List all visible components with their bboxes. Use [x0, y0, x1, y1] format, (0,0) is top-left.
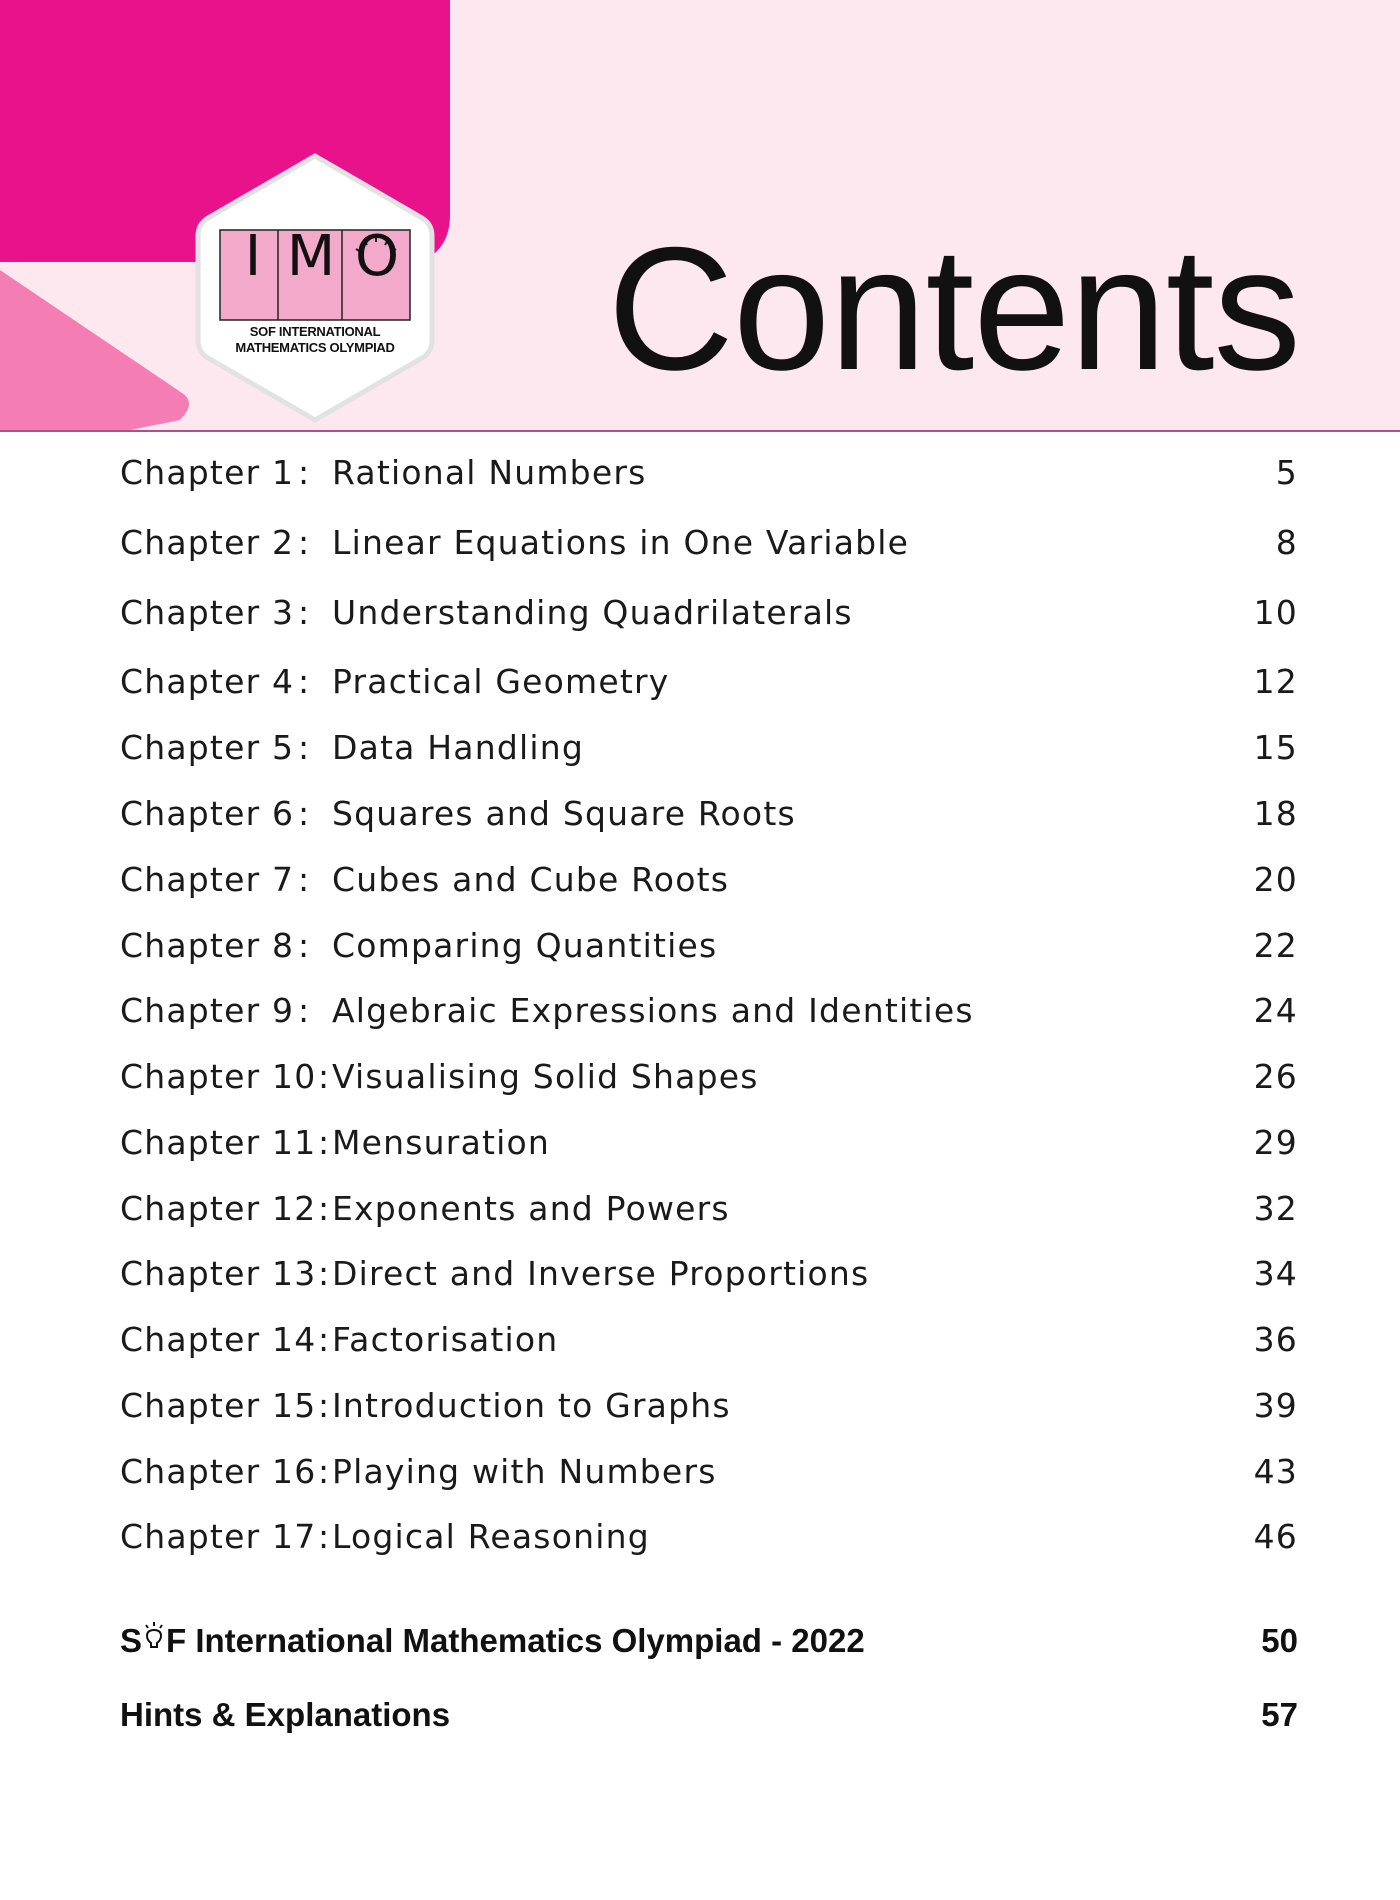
- chapter-page-number: 46: [1253, 1517, 1298, 1556]
- chapter-row[interactable]: [120, 1307, 1298, 1373]
- chapter-label: Chapter 17: [120, 1517, 317, 1556]
- chapter-row[interactable]: [120, 847, 1298, 913]
- chapter-separator: :: [318, 1452, 331, 1491]
- chapter-title: Introduction to Graphs: [332, 1386, 731, 1425]
- chapter-row[interactable]: [120, 440, 1298, 506]
- chapter-title: Playing with Numbers: [332, 1452, 717, 1491]
- chapter-label: Chapter 7: [120, 860, 295, 899]
- chapter-row[interactable]: [120, 781, 1298, 847]
- chapter-label: Chapter 16: [120, 1452, 317, 1491]
- chapter-separator: :: [318, 1386, 331, 1425]
- chapter-separator: :: [318, 1320, 331, 1359]
- chapter-row[interactable]: [120, 1110, 1298, 1176]
- chapter-separator: :: [298, 991, 311, 1030]
- chapter-row[interactable]: [120, 510, 1298, 576]
- chapter-row[interactable]: [120, 1504, 1298, 1570]
- chapter-label: Chapter 11: [120, 1123, 317, 1162]
- logo-letter-m: M: [286, 224, 336, 289]
- chapter-title: Comparing Quantities: [332, 926, 718, 965]
- chapter-page-number: 22: [1253, 926, 1298, 965]
- chapter-title: Exponents and Powers: [332, 1189, 730, 1228]
- chapter-label: Chapter 8: [120, 926, 295, 965]
- chapter-separator: :: [318, 1123, 331, 1162]
- chapter-separator: :: [298, 860, 311, 899]
- chapter-separator: :: [298, 662, 311, 701]
- chapter-page-number: 12: [1253, 662, 1298, 701]
- chapter-title: Squares and Square Roots: [332, 794, 796, 833]
- olympiad-entry-page: 50: [1261, 1622, 1298, 1659]
- chapter-row[interactable]: [120, 913, 1298, 979]
- olympiad-entry-title: S F International Mathematics Olympiad - 2022: [120, 1622, 865, 1659]
- chapter-page-number: 15: [1253, 728, 1298, 767]
- logo-subtitle-line1: SOF INTERNATIONAL: [249, 324, 381, 339]
- chapter-page-number: 32: [1253, 1189, 1298, 1228]
- chapter-row[interactable]: [120, 715, 1298, 781]
- chapter-title: Algebraic Expressions and Identities: [332, 991, 974, 1030]
- chapter-title: Factorisation: [332, 1320, 559, 1359]
- hints-entry-page: 57: [1261, 1696, 1298, 1733]
- page-title: Contents: [607, 212, 1300, 407]
- olympiad-entry[interactable]: [120, 1606, 1298, 1676]
- chapter-title: Mensuration: [332, 1123, 550, 1162]
- chapter-title: Logical Reasoning: [332, 1517, 650, 1556]
- logo-letter-o: O: [354, 224, 400, 289]
- chapter-label: Chapter 4: [120, 662, 295, 701]
- chapter-label: Chapter 1: [120, 453, 295, 492]
- chapter-title: Rational Numbers: [332, 453, 647, 492]
- chapter-page-number: 8: [1275, 523, 1298, 562]
- chapter-label: Chapter 5: [120, 728, 295, 767]
- chapter-title: Direct and Inverse Proportions: [332, 1254, 870, 1293]
- chapter-separator: :: [318, 1057, 331, 1096]
- logo-letter-i: I: [244, 224, 262, 289]
- chapter-label: Chapter 12: [120, 1189, 317, 1228]
- chapter-page-number: 10: [1253, 593, 1298, 632]
- chapter-label: Chapter 3: [120, 593, 295, 632]
- chapter-page-number: 24: [1253, 991, 1298, 1030]
- chapter-separator: :: [318, 1189, 331, 1228]
- chapter-row[interactable]: [120, 1241, 1298, 1307]
- chapter-separator: :: [318, 1254, 331, 1293]
- chapter-separator: :: [298, 593, 311, 632]
- chapter-separator: :: [298, 794, 311, 833]
- chapter-page-number: 26: [1253, 1057, 1298, 1096]
- chapter-separator: :: [298, 523, 311, 562]
- chapter-label: Chapter 15: [120, 1386, 317, 1425]
- chapter-title: Visualising Solid Shapes: [332, 1057, 759, 1096]
- hints-entry-title: Hints & Explanations: [120, 1696, 451, 1733]
- chapter-page-number: 36: [1253, 1320, 1298, 1359]
- chapter-page-number: 29: [1253, 1123, 1298, 1162]
- chapter-separator: :: [318, 1517, 331, 1556]
- chapter-title: Linear Equations in One Variable: [332, 523, 910, 562]
- chapter-label: Chapter 9: [120, 991, 295, 1030]
- chapter-row[interactable]: [120, 1439, 1298, 1505]
- chapter-label: Chapter 14: [120, 1320, 317, 1359]
- chapter-separator: :: [298, 926, 311, 965]
- logo-subtitle-line2: MATHEMATICS OLYMPIAD: [235, 340, 395, 355]
- chapter-title: Understanding Quadrilaterals: [332, 593, 853, 632]
- chapter-title: Data Handling: [332, 728, 584, 767]
- imo-logo: [190, 150, 440, 425]
- chapter-page-number: 39: [1253, 1386, 1298, 1425]
- chapter-title: Cubes and Cube Roots: [332, 860, 730, 899]
- chapter-separator: :: [298, 728, 311, 767]
- chapter-row[interactable]: [120, 1373, 1298, 1439]
- chapter-page-number: 43: [1253, 1452, 1298, 1491]
- chapter-row[interactable]: [120, 580, 1298, 646]
- chapter-page-number: 20: [1253, 860, 1298, 899]
- chapter-label: Chapter 10: [120, 1057, 317, 1096]
- chapter-page-number: 34: [1253, 1254, 1298, 1293]
- chapter-label: Chapter 6: [120, 794, 295, 833]
- chapter-row[interactable]: [120, 978, 1298, 1044]
- chapter-separator: :: [298, 453, 311, 492]
- chapter-page-number: 18: [1253, 794, 1298, 833]
- header-band: [0, 0, 1400, 432]
- chapter-row[interactable]: [120, 1044, 1298, 1110]
- chapter-label: Chapter 13: [120, 1254, 317, 1293]
- chapter-label: Chapter 2: [120, 523, 295, 562]
- chapter-title: Practical Geometry: [332, 662, 670, 701]
- chapter-page-number: 5: [1275, 453, 1298, 492]
- chapter-row[interactable]: [120, 1176, 1298, 1242]
- chapter-row[interactable]: [120, 649, 1298, 715]
- bulb-icon: [143, 1628, 165, 1654]
- hints-entry[interactable]: [120, 1680, 1298, 1750]
